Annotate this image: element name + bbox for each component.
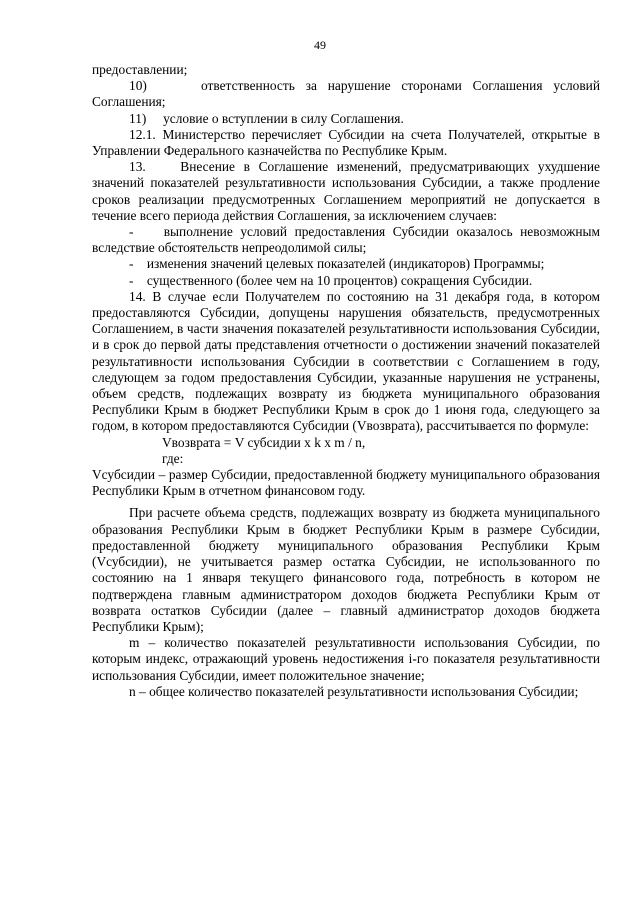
document-body [92,62,600,700]
paragraph: При расчете объема средств, подлежащих возврату из бюджета муниципального образования Республики Крым в бюджет Республики Крым в размере Субсидии, предоставленной бюджету муниципального образования Республики Крым (Vсубсидии), не учитывается размер остатка Субсидии, не использованного по состоянию на 1 января текущего финансового года, потребность в котором не подтверждена главным администратором доходов бюджета Республики Крым от возврата остатков Субсидии (далее – главный администратор доходов бюджета Республики Крым); [92,505,600,634]
paragraph: m – количество показателей результативности использования Субсидии, по которым индекс, отражающий уровень недостижения i-го показателя результативности использования Субсидии, имеет положительное значение; [92,635,600,683]
formula-where: где: [162,450,184,466]
paragraph: 14. В случае если Получателем по состоянию на 31 декабря года, в котором предоставляются Субсидии, допущены нарушения обязательств, предусмотренных Соглашением, в части значения показателей результативности использования Субсидии, и в срок до первой даты представления отчетности о достижении значений показателей результативности использования Субсидии в соответствии с Соглашением в году, следующем за годом предоставления Субсидии, указанные нарушения не устранены, объем средств, подлежащих возврату из бюджета муниципального образования Республики Крым в бюджет Республики Крым в срок до 1 июня года, следующего за годом, в котором предоставляются Субсидии (Vвозврата), рассчитывается по формуле: [92,288,600,434]
formula: Vвозврата = V субсидии x k x m / n, [162,434,366,450]
paragraph: Vсубсидии – размер Субсидии, предоставленной бюджету муниципального образования Республики Крым в отчетном финансовом году. [92,467,600,499]
paragraph: 10) ответственность за нарушение сторонами Соглашения условий Соглашения; [92,78,600,110]
list-item: - существенного (более чем на 10 процентов) сокращения Субсидии. [129,272,533,288]
list-item: - изменения значений целевых показателей (индикаторов) Программы; [129,256,545,272]
page-number: 49 [314,38,326,52]
paragraph: 13. Внесение в Соглашение изменений, предусматривающих ухудшение значений показателей результативности использования Субсидии, а также продление сроков реализации предусмотренных Соглашением мероприятий не допускается в течение всего периода действия Соглашения, за исключением случаев: [92,159,600,223]
paragraph: предоставлении; [92,62,188,77]
paragraph: n – общее количество показателей результативности использования Субсидии; [129,683,579,699]
paragraph: 12.1. Министерство перечисляет Субсидии на счета Получателей, открытые в Управлении Федерального казначейства по Республике Крым. [92,126,600,159]
list-item: - выполнение условий предоставления Субсидии оказалось невозможным вследствие обстоятельств непреодолимой силы; [92,224,600,256]
paragraph: 11) условие о вступлении в силу Соглашения. [129,110,404,126]
